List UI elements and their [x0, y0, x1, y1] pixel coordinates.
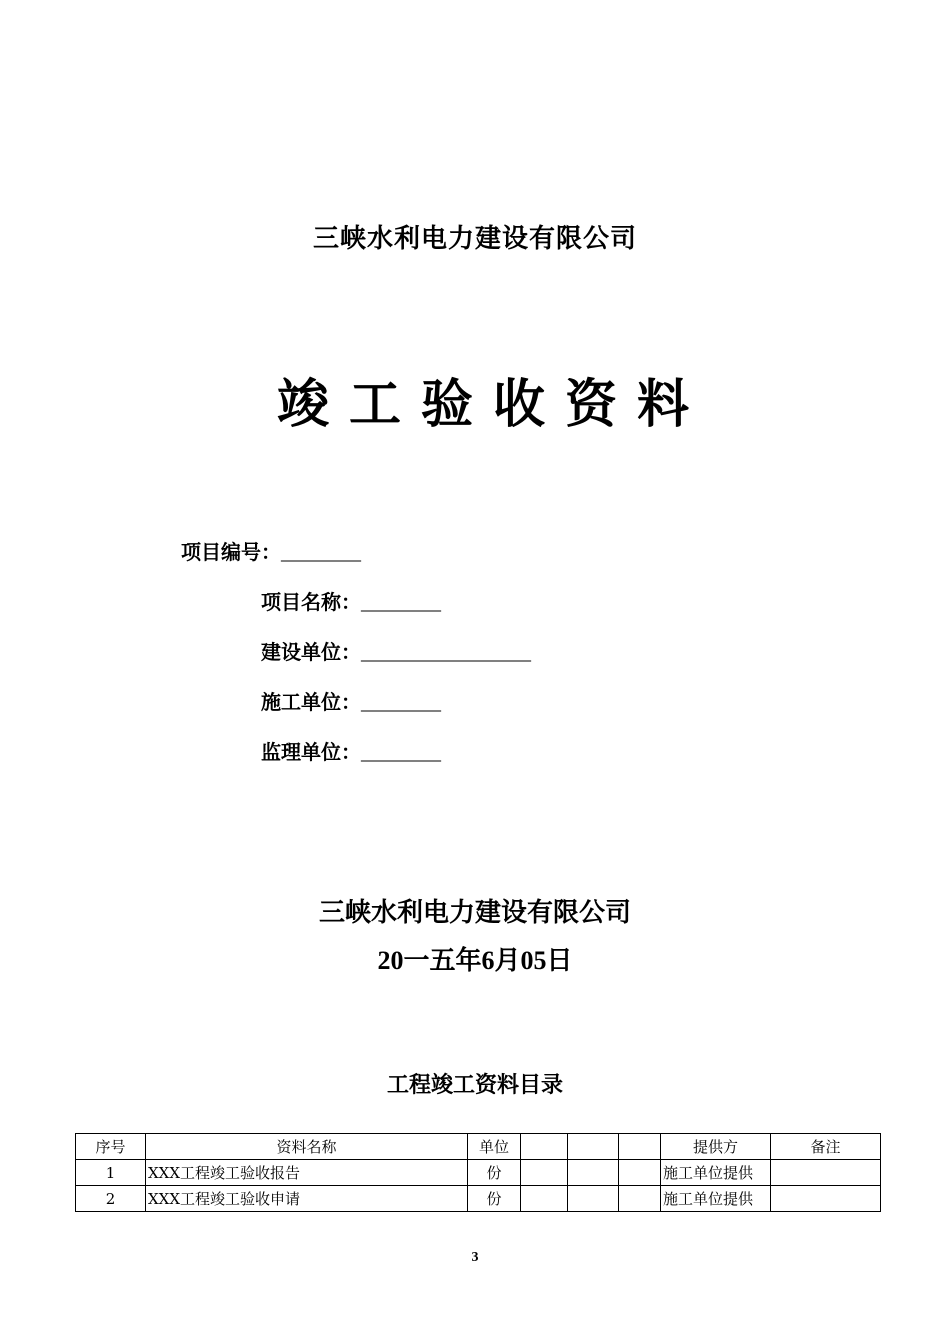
row-cell-blank	[568, 1160, 619, 1186]
row-cell-remarks	[771, 1160, 881, 1186]
document-date: 20一五年6月05日	[377, 946, 573, 975]
header-cell-name: 资料名称	[146, 1134, 468, 1160]
header-cell-blank	[568, 1134, 619, 1160]
row-cell-provider: 施工单位提供	[661, 1186, 771, 1212]
field-project-number	[181, 536, 361, 565]
company-name-top: 三峡水利电力建设有限公司	[312, 224, 637, 254]
field-label: 项目编号：	[181, 540, 281, 564]
field-blank: _________________	[361, 642, 531, 664]
company-name-bottom: 三峡水利电力建设有限公司	[318, 898, 631, 928]
field-blank: ________	[361, 742, 441, 764]
row-cell-unit: 份	[468, 1186, 521, 1212]
row-cell-blank	[521, 1160, 568, 1186]
field-blank: ________	[361, 592, 441, 614]
page-number: 3	[471, 1250, 479, 1265]
document-title: 竣工验收资料	[276, 375, 709, 435]
header-cell-remarks: 备注	[771, 1134, 881, 1160]
row-cell-blank	[619, 1160, 661, 1186]
row-cell-blank	[619, 1186, 661, 1212]
header-cell-blank	[521, 1134, 568, 1160]
field-label: 监理单位：	[261, 740, 361, 764]
row-cell-index: 2	[76, 1186, 146, 1212]
catalog-table	[75, 1133, 881, 1212]
row-cell-remarks	[771, 1186, 881, 1212]
header-cell-unit: 单位	[468, 1134, 521, 1160]
field-label: 建设单位：	[261, 640, 361, 664]
catalog-title: 工程竣工资料目录	[386, 1073, 563, 1098]
table-header-row	[76, 1134, 881, 1160]
field-contractor	[261, 686, 441, 715]
row-cell-blank	[568, 1186, 619, 1212]
row-cell-name: XXX工程竣工验收申请	[146, 1186, 468, 1212]
row-cell-provider: 施工单位提供	[661, 1160, 771, 1186]
table-row	[76, 1160, 881, 1186]
table-row	[76, 1186, 881, 1212]
field-label: 项目名称：	[261, 590, 361, 614]
field-supervisor	[261, 736, 441, 765]
field-blank: ________	[361, 692, 441, 714]
row-cell-index: 1	[76, 1160, 146, 1186]
field-blank: ________	[281, 542, 361, 564]
field-label: 施工单位：	[261, 690, 361, 714]
row-cell-blank	[521, 1186, 568, 1212]
header-cell-blank	[619, 1134, 661, 1160]
field-construction-owner	[261, 636, 531, 665]
field-project-name	[261, 586, 441, 615]
header-cell-index: 序号	[76, 1134, 146, 1160]
row-cell-unit: 份	[468, 1160, 521, 1186]
row-cell-name: XXX工程竣工验收报告	[146, 1160, 468, 1186]
header-cell-provider: 提供方	[661, 1134, 771, 1160]
